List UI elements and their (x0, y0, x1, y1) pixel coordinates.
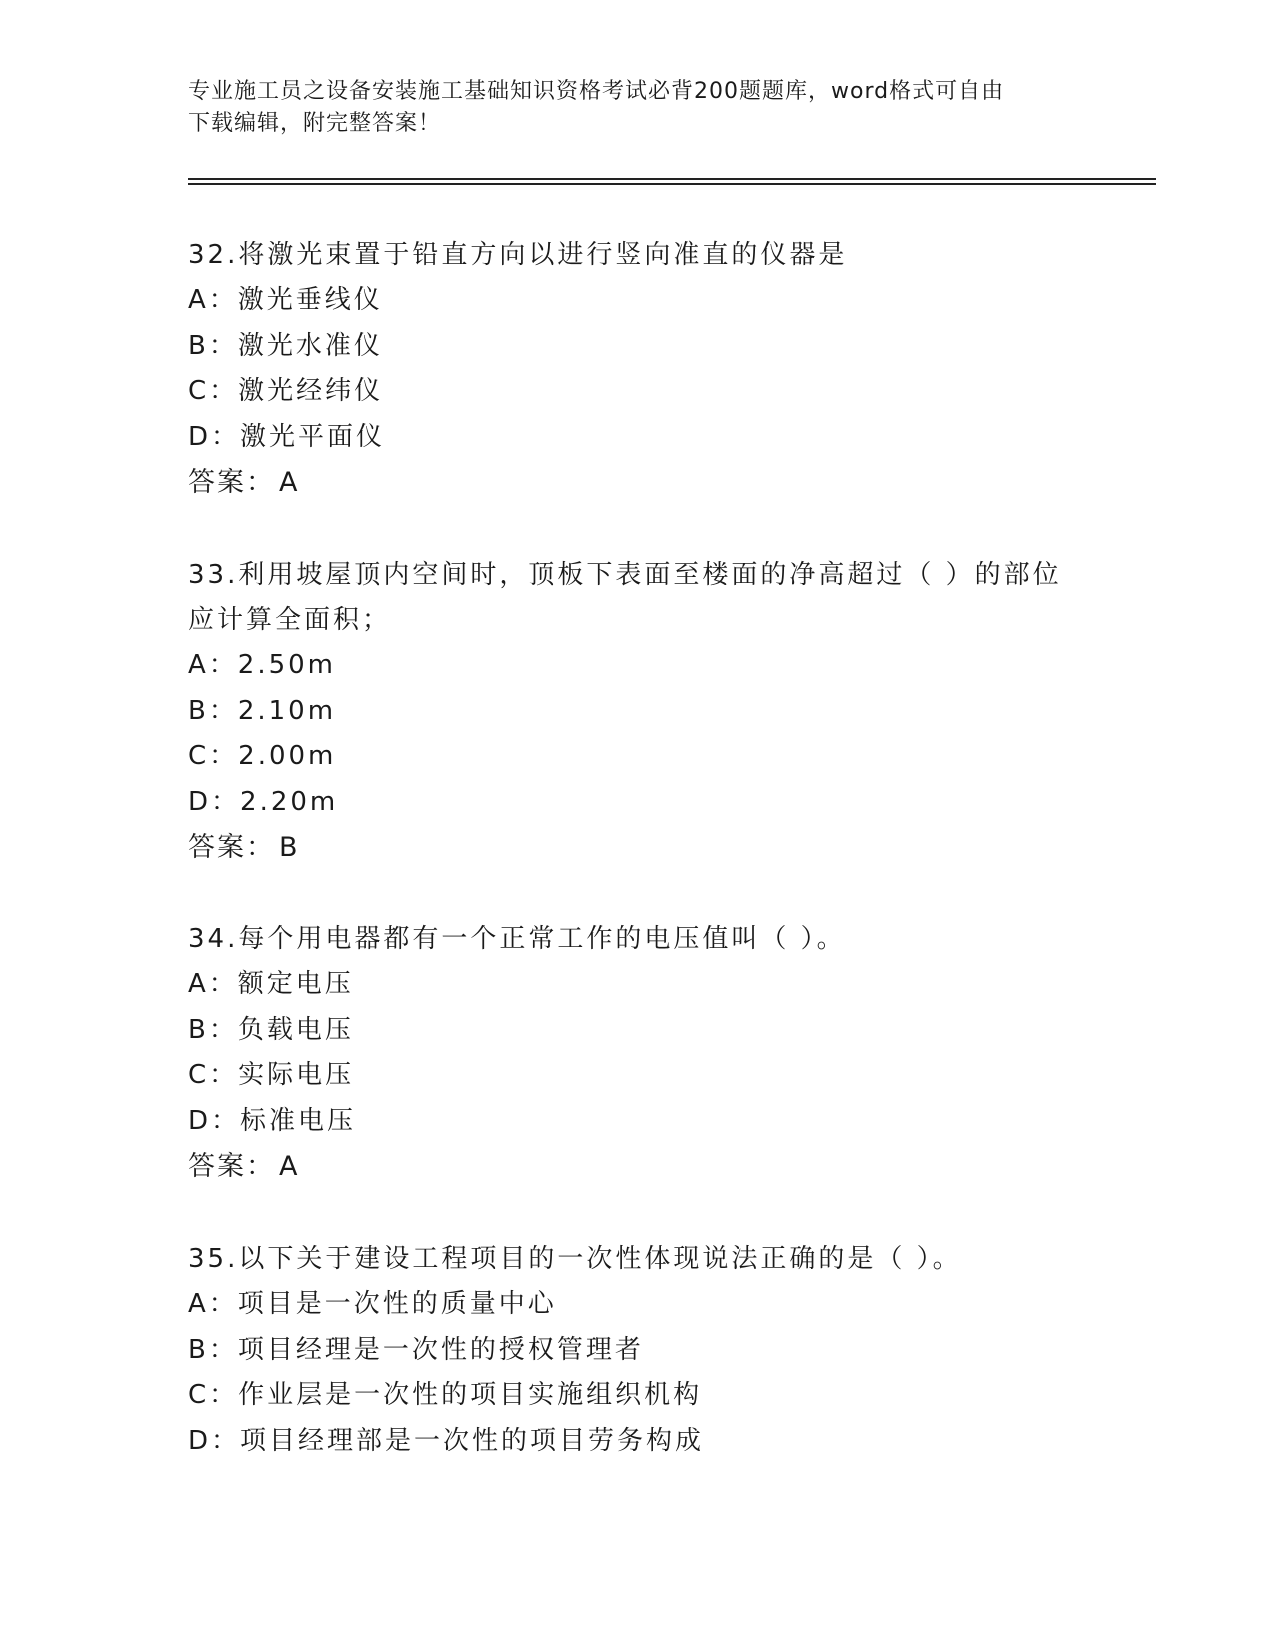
question-text-line-1: 利用坡屋顶内空间时，顶板下表面至楼面的净高超过（ ）的部位 (238, 560, 1062, 590)
answer-line (188, 825, 1088, 871)
option-c: C：实际电压 (188, 1060, 355, 1090)
question-text: 将激光束置于铅直方向以进行竖向准直的仪器是 (238, 240, 848, 270)
option-a: A：项目是一次性的质量中心 (188, 1289, 557, 1319)
header-divider-bottom (188, 183, 1156, 185)
question-number: 32. (188, 240, 239, 270)
question-number: 33. (188, 560, 239, 590)
option-a: A：激光垂线仪 (188, 285, 383, 315)
question-34 (188, 917, 1088, 1190)
answer-value: A (279, 467, 300, 498)
option-b: B：项目经理是一次性的授权管理者 (188, 1334, 644, 1365)
answer-label: 答案： (188, 467, 275, 498)
option-b: B：负载电压 (188, 1014, 354, 1045)
document-header (188, 76, 1068, 140)
answer-label: 答案： (188, 832, 275, 863)
question-stem (188, 917, 1088, 962)
option-a: A：额定电压 (188, 969, 354, 999)
answer-line (188, 1144, 1088, 1190)
answer-line (188, 460, 1088, 506)
header-line-2: 下载编辑，附完整答案！ (188, 111, 442, 136)
option-c: C：作业层是一次性的项目实施组织机构 (188, 1380, 703, 1410)
question-35 (188, 1237, 1088, 1464)
option-d: D：标准电压 (188, 1105, 357, 1136)
answer-value: A (279, 1151, 300, 1182)
question-stem (188, 553, 1088, 598)
header-divider-top (188, 178, 1156, 180)
question-text: 每个用电器都有一个正常工作的电压值叫（ ）。 (238, 924, 846, 954)
question-32 (188, 233, 1088, 506)
question-stem (188, 233, 1088, 278)
question-33 (188, 553, 1088, 871)
option-d: D：项目经理部是一次性的项目劳务构成 (188, 1425, 705, 1456)
option-a: A：2.50m (188, 650, 337, 680)
header-line-1: 专业施工员之设备安装施工基础知识资格考试必背200题题库，word格式可自由 (188, 79, 1005, 104)
option-c: C：2.00m (188, 741, 337, 771)
option-b: B：激光水准仪 (188, 330, 383, 361)
option-c: C：激光经纬仪 (188, 376, 384, 406)
answer-label: 答案： (188, 1151, 275, 1182)
question-text: 以下关于建设工程项目的一次性体现说法正确的是（ ）。 (238, 1244, 962, 1274)
answer-value: B (279, 832, 300, 863)
option-b: B：2.10m (188, 695, 337, 726)
option-d: D：激光平面仪 (188, 421, 386, 452)
question-number: 35. (188, 1244, 239, 1274)
question-text-line-2: 应计算全面积； (188, 605, 392, 635)
question-number: 34. (188, 924, 239, 954)
option-d: D：2.20m (188, 786, 339, 817)
question-stem (188, 1237, 1088, 1282)
